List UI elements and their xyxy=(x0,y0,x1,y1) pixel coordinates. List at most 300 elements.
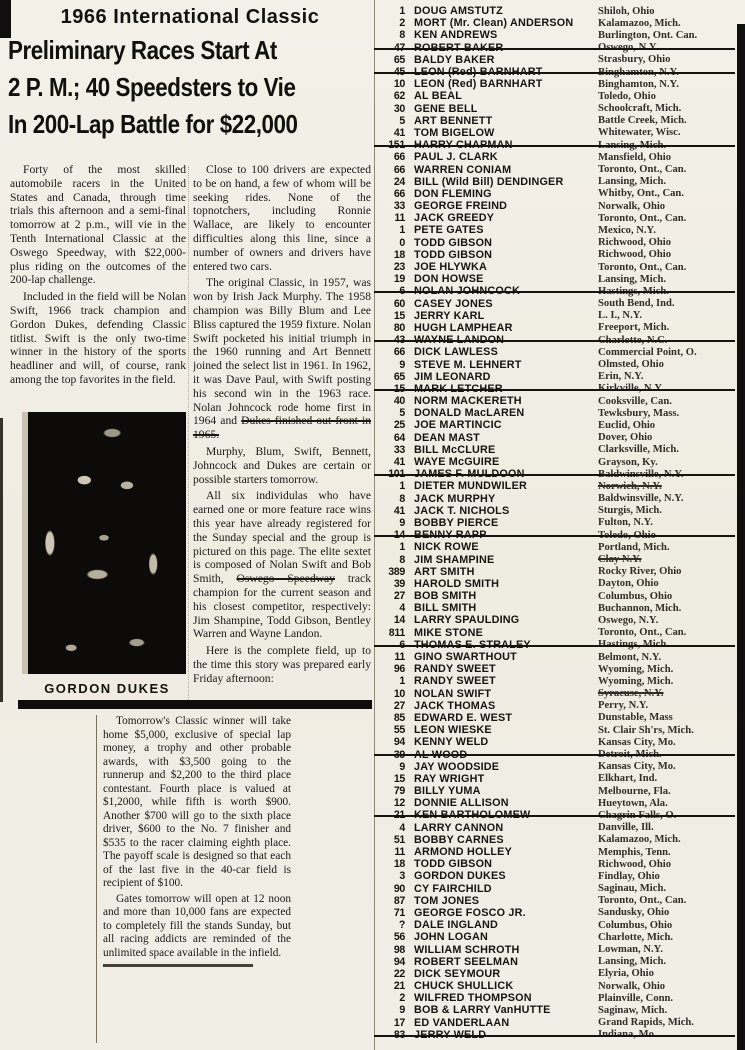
driver-hometown: Lowman, N.Y. xyxy=(598,944,663,956)
paragraph-text: Forty of the most skilled automobile racers in the United States and Canada, through time trials this afternoon and a semi-final tomorrow at 2 p.m., will vie in the Tenth International Classic at the Oswego Speedway, with $22,000-plus riding on the outcomes of the 200-lap challenge. xyxy=(10,163,186,287)
driver-hometown: Perry, N.Y. xyxy=(598,700,649,712)
driver-hometown: Baldwinsville, N.Y. xyxy=(598,468,684,480)
driver-hometown: Fulton, N.Y. xyxy=(598,517,653,529)
paragraph-text: track champion for the current season and his closest competitor, respectively: Jim Shampine, Todd Gibson, Bentley Warren and Wayne Landon. xyxy=(193,572,371,641)
car-number: 1 xyxy=(399,480,405,493)
car-number: 151 xyxy=(388,139,405,152)
car-number: 98 xyxy=(393,943,405,956)
driver-hometown: Belmont, N.Y. xyxy=(598,651,662,663)
driver-name: KENNY WELD xyxy=(414,736,489,749)
car-number: 41 xyxy=(393,126,405,139)
driver-hometown: Commercial Point, O. xyxy=(598,346,697,358)
driver-hometown: Baldwinsville, N.Y. xyxy=(598,493,684,505)
driver-hometown: Sandusky, Ohio xyxy=(598,907,670,919)
car-number: 21 xyxy=(393,980,405,993)
driver-name: MARK LETCHER xyxy=(414,382,503,395)
roster-row xyxy=(379,1017,733,1029)
car-number: 12 xyxy=(393,797,405,810)
car-number: 8 xyxy=(399,29,405,42)
roster-row xyxy=(379,346,733,358)
roster-row xyxy=(379,468,733,480)
driver-hometown: Toronto, Ont., Can. xyxy=(598,164,687,176)
driver-name: LEON WIESKE xyxy=(414,724,492,737)
car-number: 6 xyxy=(399,638,405,651)
car-number: 11 xyxy=(394,212,405,225)
roster-row xyxy=(379,505,733,517)
roster-row xyxy=(379,883,733,895)
car-number: 33 xyxy=(393,443,405,456)
roster-row xyxy=(379,675,733,687)
car-number: 65 xyxy=(393,53,405,66)
driver-hometown: Toledo, Ohio xyxy=(598,90,656,102)
driver-name: MIKE STONE xyxy=(414,626,483,639)
driver-name: CASEY JONES xyxy=(414,297,493,310)
driver-hometown: Findlay, Ohio xyxy=(598,870,660,882)
driver-name: WAYE McGUIRE xyxy=(414,456,500,469)
driver-hometown: Richwood, Ohio xyxy=(598,249,671,261)
photo-caption: GORDON DUKES xyxy=(44,681,170,696)
car-number: 2 xyxy=(399,992,405,1005)
driver-name: LEON (Red) BARNHART xyxy=(414,78,543,91)
driver-name: ART SMITH xyxy=(414,565,475,578)
driver-name: BILL McCLURE xyxy=(414,443,496,456)
roster-row xyxy=(379,298,733,310)
car-number: 94 xyxy=(393,955,405,968)
roster-row xyxy=(379,1029,733,1041)
roster-row xyxy=(379,541,733,553)
roster-row xyxy=(379,992,733,1004)
article-paragraph xyxy=(103,893,291,961)
roster-row xyxy=(379,529,733,541)
driver-hometown: Norwalk, Ohio xyxy=(598,980,666,992)
driver-name: PETE GATES xyxy=(414,224,484,237)
car-number: 80 xyxy=(393,321,405,334)
car-number: 8 xyxy=(399,492,405,505)
driver-hometown: Rocky River, Ohio xyxy=(598,566,682,578)
driver-name: WILFRED THOMPSON xyxy=(414,992,532,1005)
driver-name: KEN BARTHOLOMEW xyxy=(414,809,531,822)
driver-name: GEORGE FREIND xyxy=(414,200,508,213)
roster-row xyxy=(379,103,733,115)
article-column-2 xyxy=(193,163,371,715)
roster-row xyxy=(379,42,733,54)
car-number: 94 xyxy=(393,736,405,749)
car-number: 66 xyxy=(393,163,405,176)
driver-hometown: Whitby, Ont., Can. xyxy=(598,188,684,200)
driver-name: DALE INGLAND xyxy=(414,919,498,932)
driver-name: JOE HLYWKA xyxy=(414,261,487,274)
driver-name: JAY WOODSIDE xyxy=(414,760,500,773)
driver-hometown: Norwich, N.Y. xyxy=(598,480,662,492)
main-headline xyxy=(8,32,369,143)
roster-row xyxy=(379,17,733,29)
driver-name: TODD GIBSON xyxy=(414,248,493,261)
driver-name: JOHN LOGAN xyxy=(414,931,488,944)
driver-name: GEORGE FOSCO JR. xyxy=(414,906,526,919)
roster-row xyxy=(379,773,733,785)
roster-row xyxy=(379,139,733,151)
driver-name: JOE MARTINCIC xyxy=(414,419,502,432)
driver-name: JACK MURPHY xyxy=(414,492,496,505)
driver-hometown: Elkhart, Ind. xyxy=(598,773,658,785)
driver-hometown: Memphis, Tenn. xyxy=(598,846,671,858)
roster-row xyxy=(379,822,733,834)
driver-name: JERRY KARL xyxy=(414,309,485,322)
driver-name: JACK THOMAS xyxy=(414,699,496,712)
headline-line: 2 P. M.; 40 Speedsters to Vie xyxy=(8,72,296,102)
roster-row xyxy=(379,919,733,931)
roster-row xyxy=(379,639,733,651)
roster-row xyxy=(379,809,733,821)
driver-hometown: Euclid, Ohio xyxy=(598,419,656,431)
car-number: 10 xyxy=(393,78,405,91)
car-number: 389 xyxy=(388,565,405,578)
driver-name: MORT (Mr. Clean) ANDERSON xyxy=(414,17,574,30)
driver-hometown: Shiloh, Ohio xyxy=(598,5,655,17)
roster-row xyxy=(379,553,733,565)
driver-hometown: Grand Rapids, Mich. xyxy=(598,1017,694,1029)
gordon-dukes-photo xyxy=(22,412,186,674)
roster-row xyxy=(379,700,733,712)
driver-name: BOBBY CARNES xyxy=(414,833,504,846)
driver-hometown: Binghamton, N.Y. xyxy=(598,78,679,90)
driver-hometown: Olmsted, Ohio xyxy=(598,359,664,371)
roster-row xyxy=(379,614,733,626)
roster-row xyxy=(379,834,733,846)
car-number: 87 xyxy=(393,894,405,907)
driver-roster xyxy=(379,5,733,1041)
roster-row xyxy=(379,980,733,992)
car-number: 101 xyxy=(388,468,405,481)
driver-hometown: Buchannon, Mich. xyxy=(598,602,682,614)
driver-name: NOLAN JOHNCOCK xyxy=(414,285,520,298)
roster-row xyxy=(379,712,733,724)
driver-name: BALDY BAKER xyxy=(414,53,495,66)
driver-hometown: Danville, Ill. xyxy=(598,822,654,834)
car-number: 45 xyxy=(393,66,405,79)
driver-hometown: Plainville, Conn. xyxy=(598,992,674,1004)
roster-row xyxy=(379,115,733,127)
driver-hometown: Dover, Ohio xyxy=(598,432,653,444)
car-number: 14 xyxy=(393,614,405,627)
roster-row xyxy=(379,688,733,700)
driver-name: ED VANDERLAAN xyxy=(414,1016,510,1029)
driver-hometown: Freeport, Mich. xyxy=(598,322,670,334)
car-number: 85 xyxy=(393,711,405,724)
car-number: 9 xyxy=(399,358,405,371)
driver-hometown: L. I., N.Y. xyxy=(598,310,643,322)
car-number: 2 xyxy=(399,17,405,30)
roster-row xyxy=(379,371,733,383)
article-paragraph xyxy=(193,276,371,442)
driver-name: GENE BELL xyxy=(414,102,478,115)
driver-hometown: Kirkville, N.Y. xyxy=(598,383,664,395)
driver-name: AL WOOD xyxy=(414,748,468,761)
driver-name: DOUG AMSTUTZ xyxy=(414,5,503,18)
article-column-1 xyxy=(10,163,186,409)
driver-name: JAMES F. MULDOON xyxy=(414,468,525,481)
roster-row xyxy=(379,1004,733,1016)
driver-hometown: Wyoming, Mich. xyxy=(598,663,674,675)
roster-row xyxy=(379,480,733,492)
driver-hometown: Columbus, Ohio xyxy=(598,919,673,931)
driver-name: RANDY SWEET xyxy=(414,675,496,688)
car-number: 11 xyxy=(394,846,405,859)
driver-name: PAUL J. CLARK xyxy=(414,151,498,164)
car-number: ? xyxy=(398,919,405,932)
driver-hometown: Mansfield, Ohio xyxy=(598,151,671,163)
car-number: 15 xyxy=(393,382,405,395)
article-paragraph xyxy=(193,445,371,486)
driver-name: HAROLD SMITH xyxy=(414,577,500,590)
paragraph-text: Here is the complete field, up to the time this story was prepared early Friday afternoon: xyxy=(193,644,371,685)
roster-row xyxy=(379,432,733,444)
roster-row xyxy=(379,785,733,797)
car-number: 41 xyxy=(393,456,405,469)
driver-hometown: Whitewater, Wisc. xyxy=(598,127,681,139)
driver-hometown: Oswego, N.Y. xyxy=(598,42,659,54)
paragraph-text: Tomorrow's Classic winner will take home $5,000, exclusive of special lap money, a trophy and other probable awards, with $3,500 going to the runnerup and $2,200 to the third place contestant. Fourth place is valued at $1,2000, while fifth is worth $900. Another $700 will go to the sixth place driver, $600 to the No. 7 finisher and $535 to the racer claiming eighth place. The payoff scale is designed so that each of the last five in the 40-car field is recipient of $100. xyxy=(103,715,291,889)
driver-name: THOMAS E. STRALEY xyxy=(414,638,531,651)
driver-name: LARRY CANNON xyxy=(414,821,504,834)
roster-row xyxy=(379,663,733,675)
roster-row xyxy=(379,261,733,273)
driver-hometown: St. Clair Sh'rs, Mich. xyxy=(598,724,694,736)
roster-row xyxy=(379,493,733,505)
driver-name: ARMOND HOLLEY xyxy=(414,846,512,859)
car-number: 27 xyxy=(393,590,405,603)
end-rule xyxy=(103,964,253,967)
driver-name: JIM LEONARD xyxy=(414,370,491,383)
driver-hometown: Kalamazoo, Mich. xyxy=(598,17,681,29)
roster-row xyxy=(379,358,733,370)
driver-hometown: Battle Creek, Mich. xyxy=(598,115,687,127)
driver-name: JACK T. NICHOLS xyxy=(414,504,510,517)
driver-name: JERRY WELD xyxy=(414,1028,487,1041)
driver-hometown: Chagrin Falls, O. xyxy=(598,809,677,821)
roster-row xyxy=(379,407,733,419)
driver-hometown: Hastings, Mich. xyxy=(598,639,669,651)
car-number: 41 xyxy=(393,504,405,517)
struck-text: Dukes finished out front in 1965. xyxy=(193,414,371,442)
driver-hometown: Cooksville, Can. xyxy=(598,395,672,407)
scan-artifact-left-edge xyxy=(0,418,3,702)
car-number: 11 xyxy=(394,651,405,664)
car-number: 24 xyxy=(393,175,405,188)
car-number: 1 xyxy=(399,675,405,688)
driver-hometown: Elyria, Ohio xyxy=(598,968,654,980)
article-paragraph xyxy=(103,715,291,891)
car-number: 10 xyxy=(393,687,405,700)
article-paragraph xyxy=(193,163,371,273)
driver-name: BOBBY PIERCE xyxy=(414,516,499,529)
roster-row xyxy=(379,66,733,78)
car-number: 8 xyxy=(399,553,405,566)
driver-name: TODD GIBSON xyxy=(414,236,493,249)
driver-hometown: Strasbury, Ohio xyxy=(598,54,671,66)
roster-row xyxy=(379,736,733,748)
driver-hometown: Saginau, Mich. xyxy=(598,883,666,895)
roster-row xyxy=(379,895,733,907)
car-number: 1 xyxy=(399,5,405,18)
struck-text: Oswego Speedway xyxy=(236,572,335,586)
car-number: 15 xyxy=(393,772,405,785)
driver-hometown: Indiana, Mo. xyxy=(598,1029,657,1041)
driver-hometown: Toronto, Ont., Can. xyxy=(598,627,687,639)
driver-hometown: Norwalk, Ohio xyxy=(598,200,666,212)
driver-name: HARRY CHAPMAN xyxy=(414,139,513,152)
driver-name: WILLIAM SCHROTH xyxy=(414,943,520,956)
driver-hometown: Toronto, Ont., Can. xyxy=(598,895,687,907)
driver-name: BOB & LARRY VanHUTTE xyxy=(414,1004,551,1017)
car-number: 9 xyxy=(399,1004,405,1017)
car-number: 71 xyxy=(393,906,405,919)
car-number: 5 xyxy=(399,114,405,127)
driver-name: CY FAIRCHILD xyxy=(414,882,492,895)
driver-hometown: Saginaw, Mich. xyxy=(598,1004,668,1016)
car-number: 9 xyxy=(399,760,405,773)
roster-row xyxy=(379,566,733,578)
driver-hometown: Syracuse, N.Y. xyxy=(598,688,664,700)
car-number: 18 xyxy=(393,858,405,871)
driver-hometown: Charlotte, N.C. xyxy=(598,334,668,346)
roster-row xyxy=(379,968,733,980)
car-number: 15 xyxy=(393,309,405,322)
section-divider-bar xyxy=(18,700,372,709)
roster-row xyxy=(379,224,733,236)
car-number: 47 xyxy=(393,41,405,54)
car-number: 27 xyxy=(393,699,405,712)
car-number: 60 xyxy=(393,297,405,310)
car-number: 14 xyxy=(393,529,405,542)
headline-line: Preliminary Races Start At xyxy=(8,35,277,65)
driver-name: NOLAN SWIFT xyxy=(414,687,492,700)
article-paragraph xyxy=(10,163,186,287)
driver-hometown: Schoolcraft, Mich. xyxy=(598,103,682,115)
driver-name: ROBERT SEELMAN xyxy=(414,955,519,968)
driver-hometown: Wyoming, Mich. xyxy=(598,675,674,687)
driver-hometown: Lansing, Mich. xyxy=(598,176,666,188)
paragraph-text: All six individulas who have earned one or more feature race wins this year have already registered for the Sunday special and the group is pictured on this page. The elite sextet is composed of Nolan Swift and Bob Smith, xyxy=(193,489,371,586)
car-number: 39 xyxy=(393,748,405,761)
car-number: 6 xyxy=(399,285,405,298)
driver-name: KEN ANDREWS xyxy=(414,29,498,42)
car-number: 25 xyxy=(393,419,405,432)
driver-name: DONALD MacLAREN xyxy=(414,407,525,420)
car-number: 66 xyxy=(393,187,405,200)
roster-row xyxy=(379,846,733,858)
paragraph-text: Included in the field will be Nolan Swift, 1966 track champion and Gordon Dukes, defending Classic titlist. Swift is the only two-time winner in the history of the sports headliner and will, of course, rank among the top favorites in the field. xyxy=(10,290,186,386)
car-number: 4 xyxy=(399,602,405,615)
driver-name: GINO SWARTHOUT xyxy=(414,651,517,664)
driver-name: STEVE M. LEHNERT xyxy=(414,358,522,371)
driver-name: NORM MACKERETH xyxy=(414,395,522,408)
car-number: 66 xyxy=(393,151,405,164)
headline-line: In 200-Lap Battle for $22,000 xyxy=(8,109,298,139)
roster-row xyxy=(379,858,733,870)
article-paragraph xyxy=(193,644,371,685)
car-number: 66 xyxy=(393,346,405,359)
driver-hometown: Lansing, Mich. xyxy=(598,273,666,285)
car-number: 3 xyxy=(399,870,405,883)
roster-row xyxy=(379,163,733,175)
driver-hometown: Erin, N.Y. xyxy=(598,371,644,383)
roster-row xyxy=(379,200,733,212)
driver-hometown: Dayton, Ohio xyxy=(598,578,659,590)
driver-hometown: Richwood, Ohio xyxy=(598,858,671,870)
paragraph-text: Murphy, Blum, Swift, Bennett, Johncock and Dukes are certain or possible starters tomorrow. xyxy=(193,444,371,486)
car-number: 1 xyxy=(399,541,405,554)
roster-row xyxy=(379,956,733,968)
car-number: 83 xyxy=(393,1028,405,1041)
driver-hometown: Charlotte, Mich. xyxy=(598,931,674,943)
driver-name: JIM SHAMPINE xyxy=(414,553,495,566)
driver-hometown: Hastings, Mich. xyxy=(598,285,669,297)
roster-row xyxy=(379,395,733,407)
roster-row xyxy=(379,748,733,760)
driver-name: ROBERT BAKER xyxy=(414,41,504,54)
roster-row xyxy=(379,590,733,602)
roster-row xyxy=(379,602,733,614)
roster-row xyxy=(379,54,733,66)
driver-hometown: Columbus, Ohio xyxy=(598,590,673,602)
roster-row xyxy=(379,383,733,395)
roster-row xyxy=(379,188,733,200)
driver-name: DEAN MAST xyxy=(414,431,480,444)
car-number: 21 xyxy=(393,809,405,822)
roster-row xyxy=(379,285,733,297)
driver-hometown: Sturgis, Mich. xyxy=(598,505,662,517)
driver-hometown: Hueytown, Ala. xyxy=(598,797,668,809)
driver-name: DONNIE ALLISON xyxy=(414,797,509,810)
car-number: 64 xyxy=(393,431,405,444)
driver-name: ART BENNETT xyxy=(414,114,493,127)
driver-hometown: Detroit, Mich. xyxy=(598,749,662,761)
roster-row xyxy=(379,151,733,163)
driver-name: DICK LAWLESS xyxy=(414,346,498,359)
driver-name: EDWARD E. WEST xyxy=(414,711,513,724)
roster-row xyxy=(379,5,733,17)
driver-name: AL BEAL xyxy=(414,90,462,103)
roster-row xyxy=(379,273,733,285)
article-paragraph xyxy=(10,290,186,387)
driver-hometown: South Bend, Ind. xyxy=(598,298,675,310)
column-rule xyxy=(374,0,375,1050)
driver-name: WAYNE LANDON xyxy=(414,334,505,347)
driver-hometown: Burlington, Ont. Can. xyxy=(598,29,698,41)
roster-row xyxy=(379,931,733,943)
car-number: 811 xyxy=(388,626,405,639)
driver-name: TODD GIBSON xyxy=(414,858,493,871)
roster-row xyxy=(379,578,733,590)
car-number: 65 xyxy=(393,370,405,383)
car-number: 19 xyxy=(393,273,405,286)
kicker-headline: 1966 International Classic xyxy=(60,6,320,28)
car-number: 79 xyxy=(393,785,405,798)
roster-row xyxy=(379,176,733,188)
driver-hometown: Mexico, N.Y. xyxy=(598,224,656,236)
car-number: 40 xyxy=(393,395,405,408)
roster-row xyxy=(379,249,733,261)
roster-row xyxy=(379,651,733,663)
driver-name: BOB SMITH xyxy=(414,590,477,603)
roster-row xyxy=(379,237,733,249)
driver-hometown: Toronto, Ont., Can. xyxy=(598,261,687,273)
driver-hometown: Kalamazoo, Mich. xyxy=(598,834,681,846)
driver-name: BILLY YUMA xyxy=(414,785,481,798)
driver-hometown: Melbourne, Fla. xyxy=(598,785,671,797)
driver-name: GORDON DUKES xyxy=(414,870,506,883)
